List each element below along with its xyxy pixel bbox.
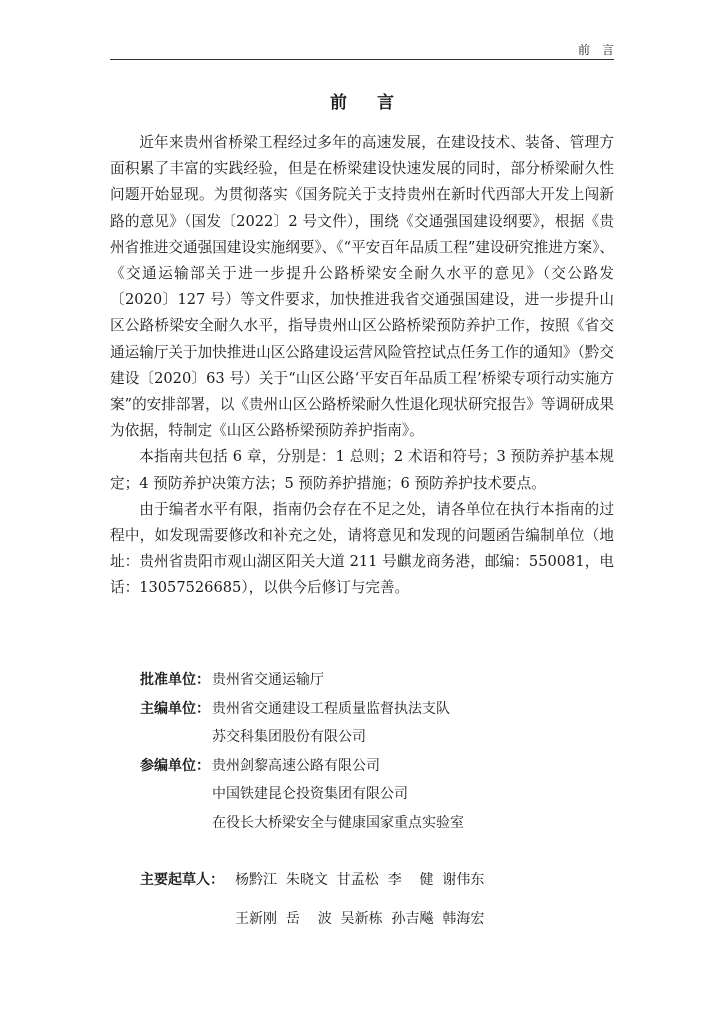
drafters-label: 主要起草人： (140, 872, 224, 888)
preface-body (110, 130, 614, 602)
drafters-names-line-1: 杨黔江 朱晓文 甘孟松 李 健 谢伟东 (235, 872, 485, 888)
co-editor-unit: 贵州剑黎高速公路有限公司 (212, 757, 380, 774)
co-editor-unit: 中国铁建昆仑投资集团有限公司 (212, 786, 408, 802)
drafters-block (140, 861, 484, 939)
header-rule (110, 59, 614, 60)
chief-editor-label: 主编单位： (140, 700, 210, 717)
running-header: 前言 (577, 43, 626, 57)
paragraph-background: 近年来贵州省桥梁工程经过多年的高速发展，在建设技术、装备、管理方面积累了丰富的实践经验，但是在桥梁建设快速发展的同时，部分桥梁耐久性问题开始显现。为贯彻落实《国务院关于支持贵州在新时代西部大开发上闯新路的意见》（国发〔2022〕2 号文件），围绕《交通强国建设纲要》，根据《贵州省推进交通强国建设实施纲要》、《“平安百年品质工程”建设研究推进方案》、《交通运输部关于进一步提升公路桥梁安全耐久水平的意见》（交公路发〔2020〕127 号）等文件要求，加快推进我省交通强国建设，进一步提升山区公路桥梁安全耐久水平，指导贵州山区公路桥梁预防养护工作，按照《省交通运输厅关于加快推进山区公路建设运营风险管控试点任务工作的通知》（黔交建设〔2020〕63 号）关于“山区公路‘平安百年品质工程’桥梁专项行动实施方案”的安排部署，以《贵州山区公路桥梁耐久性退化现状研究报告》等调研成果为依据，特制定《山区公路桥梁预防养护指南》。 (110, 134, 614, 440)
chief-editor-unit: 贵州省交通建设工程质量监督执法支队 (212, 700, 450, 717)
approval-unit-row (140, 666, 464, 695)
paragraph-feedback: 由于编者水平有限，指南仍会存在不足之处，请各单位在执行本指南的过程中，如发现需要修改和补充之处，请将意见和发现的问题函告编制单位（地址：贵州省贵阳市观山湖区阳关大道 211 号麒龙商务港，邮编：550081，电话：13057526685），以供今后修订与完善。 (110, 500, 614, 597)
co-editor-label: 参编单位： (140, 757, 210, 774)
paragraph-chapters: 本指南共包括 6 章，分别是：1 总则；2 术语和符号；3 预防养护基本规定；4 预防养护决策方法；5 预防养护措施；6 预防养护技术要点。 (110, 448, 614, 492)
co-editor-unit: 在役长大桥梁安全与健康国家重点实验室 (212, 814, 464, 831)
chief-editor-row (140, 695, 464, 752)
drafters-names-line-2: 王新刚 岳 波 吴新栋 孙吉飚 韩海宏 (235, 911, 485, 927)
approval-unit: 贵州省交通运输厅 (212, 672, 324, 688)
chief-editor-unit: 苏交科集团股份有限公司 (212, 729, 366, 745)
co-editor-row (140, 752, 464, 838)
credits-block (140, 666, 464, 837)
page-title: 前言 (330, 93, 424, 113)
approval-unit-label: 批准单位： (140, 672, 210, 688)
